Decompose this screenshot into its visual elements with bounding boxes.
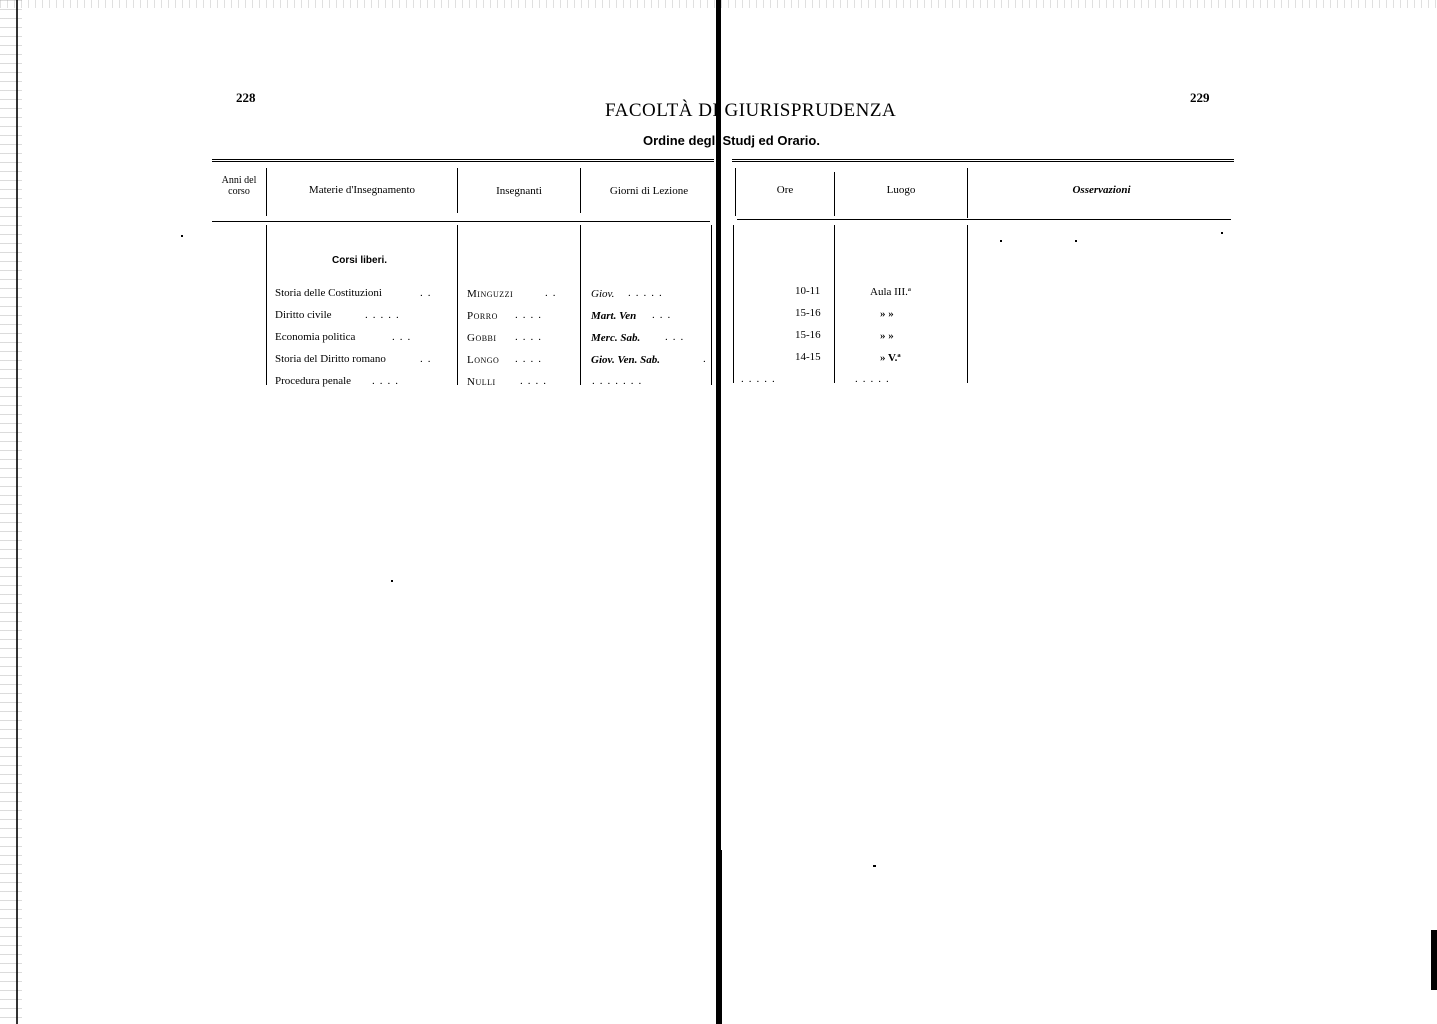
dot-leader: .... [515,353,546,365]
dot-leader: .... [515,331,546,343]
table-row-materia: Economia politica [275,331,356,343]
col-divider [457,168,458,213]
dot-leader: ..... [628,287,667,299]
col-divider [834,172,835,216]
dot-leader: ..... [741,373,780,385]
table-row-luogo: » » [880,330,894,342]
table-row-insegnante: Longo [467,354,500,366]
table-row-materia: Storia del Diritto romano [275,353,386,365]
table-row-materia: Procedura penale [275,375,352,387]
dot-leader: ... [665,331,689,343]
col-divider [711,225,712,385]
col-divider [580,225,581,385]
header-rule-left [212,221,710,222]
header-ore: Ore [776,184,794,196]
header-rule-right [737,219,1231,220]
speck [391,580,393,582]
header-anni: Anni del corso [221,175,257,197]
col-divider [967,225,968,383]
table-row-ore: 14-15 [795,351,821,363]
page-edge-line [16,0,18,1024]
table-row-giorni: Giov. Ven. Sab. [591,354,660,366]
table-row-luogo: Aula III.ª [870,286,911,298]
col-divider [735,168,736,216]
dot-leader: .. [420,353,436,365]
speck [873,865,876,867]
header-materie: Materie d'Insegnamento [308,184,416,196]
dot-leader: ....... [592,375,647,387]
table-row-ore: 15-16 [795,307,821,319]
dot-leader: .... [520,375,551,387]
scan-left-edge [0,0,22,1024]
table-row-insegnante: Gobbi [467,332,497,344]
speck [1000,240,1002,242]
dot-leader: .... [372,375,403,387]
header-luogo: Luogo [886,184,916,196]
dot-leader: .. [545,287,561,299]
speck [1075,240,1077,242]
header-giorni: Giorni di Lezione [609,185,689,197]
col-divider [967,168,968,218]
table-row-luogo: » V.ª [880,352,901,364]
table-row-insegnante: Porro [467,310,498,322]
table-row-materia: Diritto civile [275,309,332,321]
col-divider [834,225,835,383]
col-divider [733,225,734,383]
dot-leader: .... [515,309,546,321]
table-row-luogo: » » [880,308,894,320]
page-number-left: 228 [236,90,256,105]
table-row-giorni: Merc. Sab. [591,332,641,344]
table-row-giorni: Giov. [591,288,615,300]
header-osservazioni: Osservazioni [1072,184,1131,196]
table-row-materia: Storia delle Costituzioni [275,287,382,299]
table-row-insegnante: Minguzzi [467,288,514,300]
dot-leader: ..... [855,373,894,385]
col-divider [457,225,458,385]
header-insegnanti: Insegnanti [496,185,542,197]
section-heading: Corsi liberi. [332,255,388,266]
book-gutter-lower [719,850,722,1024]
table-row-ore: 10-11 [795,285,821,297]
dot-leader: ..... [365,309,404,321]
top-rule-left [212,159,714,162]
top-rule-right [732,159,1234,162]
col-divider [580,168,581,213]
col-divider [266,168,267,216]
table-row-giorni: Mart. Ven [591,310,637,322]
speck [1221,232,1223,234]
page-title: FACOLTÀ DI GIURISPRUDENZA [605,100,897,121]
speck [181,235,183,237]
col-divider [266,225,267,385]
table-row-ore: 15-16 [795,329,821,341]
page-subtitle: Ordine degli Studj ed Orario. [643,133,820,148]
page-number-right: 229 [1190,90,1210,105]
dot-leader: ... [652,309,676,321]
dot-leader: .. [420,287,436,299]
table-row-insegnante: Nulli [467,376,496,388]
dot-leader: ... [392,331,416,343]
scan-right-edge-mark [1431,930,1437,990]
dot-leader: . [703,353,711,365]
